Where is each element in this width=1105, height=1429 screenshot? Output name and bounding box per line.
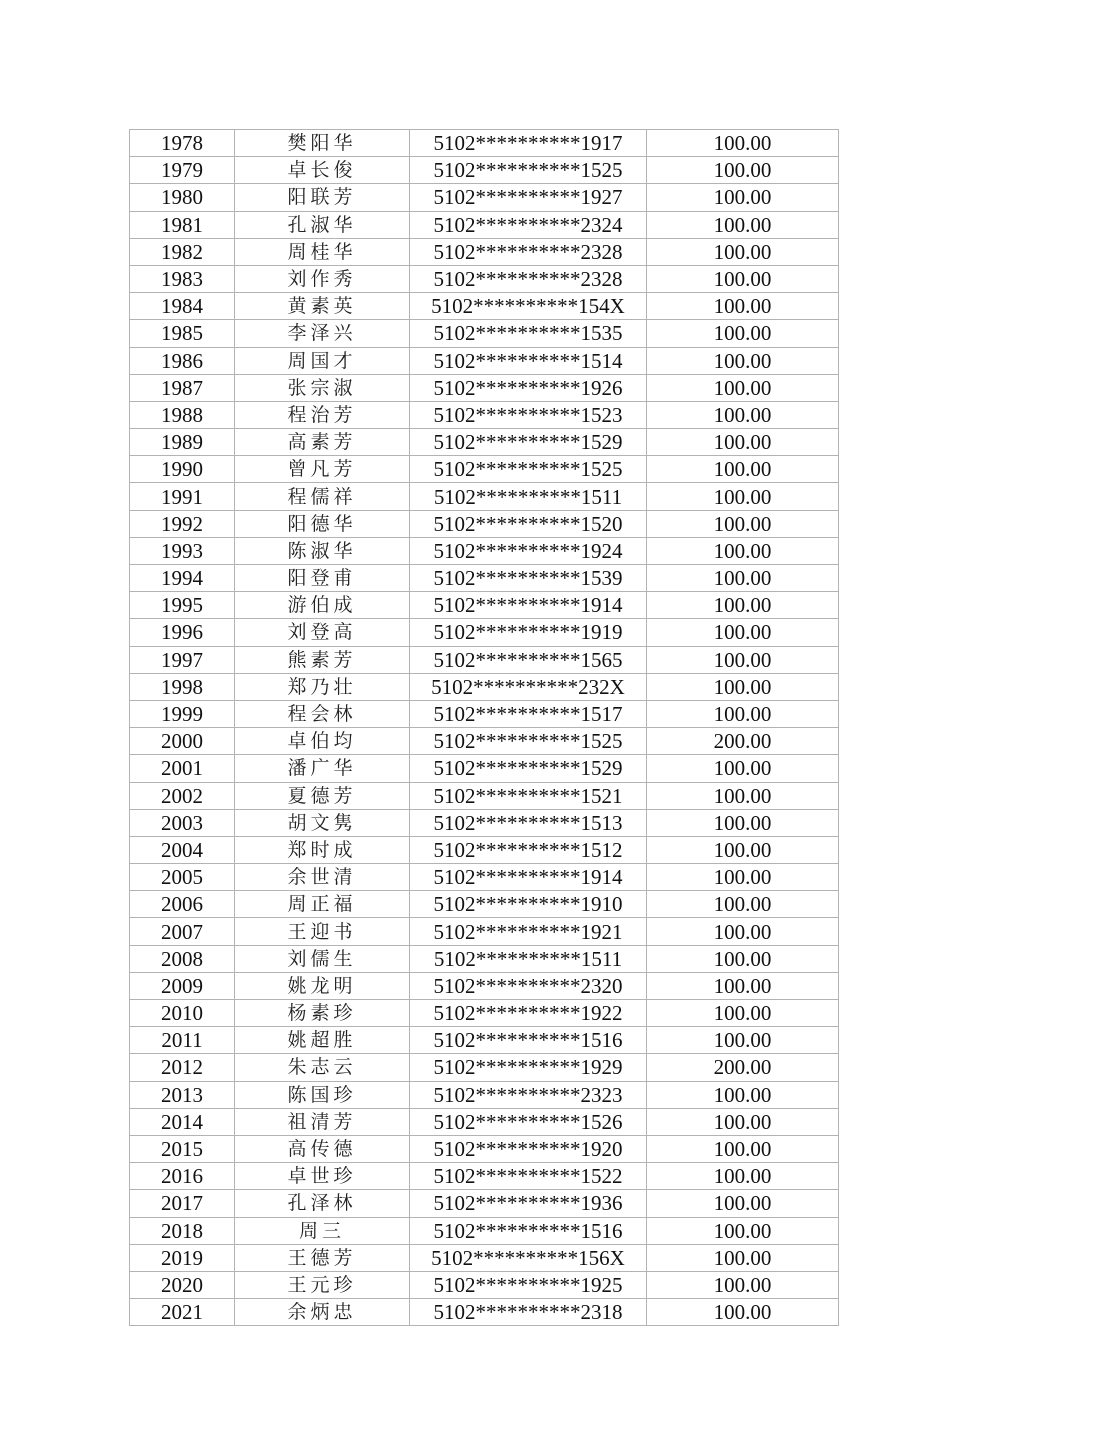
- name-cell: 刘作秀: [235, 265, 410, 292]
- id-number-cell: 5102**********2318: [410, 1299, 647, 1326]
- table-row: [130, 755, 839, 782]
- id-number-cell: 5102**********1521: [410, 782, 647, 809]
- table-row: [130, 619, 839, 646]
- amount-cell: 100.00: [647, 1244, 839, 1271]
- row-number-cell: 1978: [130, 130, 235, 157]
- amount-cell: 200.00: [647, 1054, 839, 1081]
- id-number-cell: 5102**********1516: [410, 1217, 647, 1244]
- name-cell: 姚超胜: [235, 1027, 410, 1054]
- row-number-cell: 2013: [130, 1081, 235, 1108]
- amount-cell: 100.00: [647, 972, 839, 999]
- table-row: [130, 1108, 839, 1135]
- id-number-cell: 5102**********1925: [410, 1271, 647, 1298]
- amount-cell: 200.00: [647, 728, 839, 755]
- table-row: [130, 265, 839, 292]
- name-cell: 胡文隽: [235, 809, 410, 836]
- id-number-cell: 5102**********2323: [410, 1081, 647, 1108]
- table-row: [130, 429, 839, 456]
- name-cell: 孔泽林: [235, 1190, 410, 1217]
- row-number-cell: 2007: [130, 918, 235, 945]
- id-number-cell: 5102**********1535: [410, 320, 647, 347]
- amount-cell: 100.00: [647, 184, 839, 211]
- id-number-cell: 5102**********1921: [410, 918, 647, 945]
- id-number-cell: 5102**********1929: [410, 1054, 647, 1081]
- row-number-cell: 1980: [130, 184, 235, 211]
- id-number-cell: 5102**********1914: [410, 592, 647, 619]
- id-number-cell: 5102**********1516: [410, 1027, 647, 1054]
- amount-cell: 100.00: [647, 646, 839, 673]
- amount-cell: 100.00: [647, 1108, 839, 1135]
- id-number-cell: 5102**********154X: [410, 293, 647, 320]
- id-number-cell: 5102**********1514: [410, 347, 647, 374]
- row-number-cell: 2015: [130, 1135, 235, 1162]
- id-number-cell: 5102**********1936: [410, 1190, 647, 1217]
- row-number-cell: 1995: [130, 592, 235, 619]
- table-row: [130, 592, 839, 619]
- table-row: [130, 510, 839, 537]
- id-number-cell: 5102**********1525: [410, 456, 647, 483]
- row-number-cell: 1990: [130, 456, 235, 483]
- row-number-cell: 1988: [130, 401, 235, 428]
- row-number-cell: 1998: [130, 673, 235, 700]
- table-row: [130, 456, 839, 483]
- name-cell: 王元珍: [235, 1271, 410, 1298]
- row-number-cell: 1985: [130, 320, 235, 347]
- row-number-cell: 2019: [130, 1244, 235, 1271]
- amount-cell: 100.00: [647, 1217, 839, 1244]
- row-number-cell: 2000: [130, 728, 235, 755]
- row-number-cell: 2017: [130, 1190, 235, 1217]
- id-number-cell: 5102**********1924: [410, 537, 647, 564]
- amount-cell: 100.00: [647, 782, 839, 809]
- id-number-cell: 5102**********2320: [410, 972, 647, 999]
- name-cell: 游伯成: [235, 592, 410, 619]
- amount-cell: 100.00: [647, 510, 839, 537]
- amount-cell: 100.00: [647, 700, 839, 727]
- id-number-cell: 5102**********1523: [410, 401, 647, 428]
- row-number-cell: 1983: [130, 265, 235, 292]
- amount-cell: 100.00: [647, 401, 839, 428]
- id-number-cell: 5102**********1529: [410, 755, 647, 782]
- table-row: [130, 184, 839, 211]
- amount-cell: 100.00: [647, 1000, 839, 1027]
- name-cell: 卓世珍: [235, 1163, 410, 1190]
- id-number-cell: 5102**********1927: [410, 184, 647, 211]
- table-row: [130, 238, 839, 265]
- amount-cell: 100.00: [647, 1299, 839, 1326]
- row-number-cell: 2018: [130, 1217, 235, 1244]
- name-cell: 周正福: [235, 891, 410, 918]
- amount-cell: 100.00: [647, 945, 839, 972]
- amount-cell: 100.00: [647, 265, 839, 292]
- id-number-cell: 5102**********1511: [410, 483, 647, 510]
- table-row: [130, 1217, 839, 1244]
- table-row: [130, 972, 839, 999]
- id-number-cell: 5102**********2328: [410, 238, 647, 265]
- amount-cell: 100.00: [647, 1027, 839, 1054]
- row-number-cell: 2014: [130, 1108, 235, 1135]
- row-number-cell: 1997: [130, 646, 235, 673]
- table-row: [130, 646, 839, 673]
- table-row: [130, 537, 839, 564]
- id-number-cell: 5102**********1922: [410, 1000, 647, 1027]
- amount-cell: 100.00: [647, 1135, 839, 1162]
- amount-cell: 100.00: [647, 864, 839, 891]
- table-row: [130, 836, 839, 863]
- table-row: [130, 211, 839, 238]
- table-row: [130, 320, 839, 347]
- table-row: [130, 1163, 839, 1190]
- table-row: [130, 782, 839, 809]
- table-row: [130, 864, 839, 891]
- name-cell: 樊阳华: [235, 130, 410, 157]
- row-number-cell: 1993: [130, 537, 235, 564]
- table-row: [130, 1000, 839, 1027]
- name-cell: 阳联芳: [235, 184, 410, 211]
- table-row: [130, 809, 839, 836]
- amount-cell: 100.00: [647, 347, 839, 374]
- row-number-cell: 2001: [130, 755, 235, 782]
- name-cell: 周三: [235, 1217, 410, 1244]
- id-number-cell: 5102**********1926: [410, 374, 647, 401]
- id-number-cell: 5102**********1910: [410, 891, 647, 918]
- id-number-cell: 5102**********2328: [410, 265, 647, 292]
- amount-cell: 100.00: [647, 891, 839, 918]
- amount-cell: 100.00: [647, 130, 839, 157]
- name-cell: 陈国珍: [235, 1081, 410, 1108]
- row-number-cell: 2012: [130, 1054, 235, 1081]
- name-cell: 祖清芳: [235, 1108, 410, 1135]
- row-number-cell: 1987: [130, 374, 235, 401]
- table-row: [130, 1027, 839, 1054]
- table-row: [130, 157, 839, 184]
- id-number-cell: 5102**********1525: [410, 157, 647, 184]
- id-number-cell: 5102**********1520: [410, 510, 647, 537]
- table-row: [130, 700, 839, 727]
- id-number-cell: 5102**********1513: [410, 809, 647, 836]
- row-number-cell: 2003: [130, 809, 235, 836]
- table-row: [130, 918, 839, 945]
- name-cell: 郑时成: [235, 836, 410, 863]
- row-number-cell: 1994: [130, 565, 235, 592]
- id-number-cell: 5102**********1919: [410, 619, 647, 646]
- amount-cell: 100.00: [647, 918, 839, 945]
- name-cell: 高素芳: [235, 429, 410, 456]
- row-number-cell: 1992: [130, 510, 235, 537]
- name-cell: 黄素英: [235, 293, 410, 320]
- row-number-cell: 2005: [130, 864, 235, 891]
- name-cell: 孔淑华: [235, 211, 410, 238]
- name-cell: 刘儒生: [235, 945, 410, 972]
- name-cell: 杨素珍: [235, 1000, 410, 1027]
- amount-cell: 100.00: [647, 320, 839, 347]
- name-cell: 姚龙明: [235, 972, 410, 999]
- table-row: [130, 565, 839, 592]
- id-number-cell: 5102**********1522: [410, 1163, 647, 1190]
- amount-cell: 100.00: [647, 483, 839, 510]
- row-number-cell: 2020: [130, 1271, 235, 1298]
- row-number-cell: 1979: [130, 157, 235, 184]
- table-row: [130, 1081, 839, 1108]
- name-cell: 刘登高: [235, 619, 410, 646]
- amount-cell: 100.00: [647, 374, 839, 401]
- table-row: [130, 1135, 839, 1162]
- table-row: [130, 1299, 839, 1326]
- name-cell: 王迎书: [235, 918, 410, 945]
- id-number-cell: 5102**********232X: [410, 673, 647, 700]
- id-number-cell: 5102**********1512: [410, 836, 647, 863]
- table-row: [130, 891, 839, 918]
- amount-cell: 100.00: [647, 1081, 839, 1108]
- name-cell: 李泽兴: [235, 320, 410, 347]
- row-number-cell: 1982: [130, 238, 235, 265]
- name-cell: 程治芳: [235, 401, 410, 428]
- amount-cell: 100.00: [647, 429, 839, 456]
- row-number-cell: 2006: [130, 891, 235, 918]
- name-cell: 王德芳: [235, 1244, 410, 1271]
- id-number-cell: 5102**********1917: [410, 130, 647, 157]
- id-number-cell: 5102**********1517: [410, 700, 647, 727]
- row-number-cell: 2004: [130, 836, 235, 863]
- table-row: [130, 483, 839, 510]
- table-row: [130, 130, 839, 157]
- id-number-cell: 5102**********1565: [410, 646, 647, 673]
- id-number-cell: 5102**********2324: [410, 211, 647, 238]
- row-number-cell: 2002: [130, 782, 235, 809]
- row-number-cell: 1984: [130, 293, 235, 320]
- amount-cell: 100.00: [647, 1190, 839, 1217]
- amount-cell: 100.00: [647, 238, 839, 265]
- id-number-cell: 5102**********1529: [410, 429, 647, 456]
- table-row: [130, 1190, 839, 1217]
- row-number-cell: 2009: [130, 972, 235, 999]
- amount-cell: 100.00: [647, 456, 839, 483]
- row-number-cell: 2016: [130, 1163, 235, 1190]
- row-number-cell: 1991: [130, 483, 235, 510]
- table-row: [130, 347, 839, 374]
- amount-cell: 100.00: [647, 537, 839, 564]
- name-cell: 周国才: [235, 347, 410, 374]
- row-number-cell: 1999: [130, 700, 235, 727]
- name-cell: 高传德: [235, 1135, 410, 1162]
- id-number-cell: 5102**********156X: [410, 1244, 647, 1271]
- amount-cell: 100.00: [647, 211, 839, 238]
- table-row: [130, 401, 839, 428]
- row-number-cell: 1989: [130, 429, 235, 456]
- row-number-cell: 2008: [130, 945, 235, 972]
- table-row: [130, 374, 839, 401]
- amount-cell: 100.00: [647, 673, 839, 700]
- table-row: [130, 945, 839, 972]
- amount-cell: 100.00: [647, 293, 839, 320]
- table-row: [130, 1271, 839, 1298]
- amount-cell: 100.00: [647, 619, 839, 646]
- amount-cell: 100.00: [647, 1271, 839, 1298]
- amount-cell: 100.00: [647, 809, 839, 836]
- name-cell: 卓伯均: [235, 728, 410, 755]
- table-row: [130, 293, 839, 320]
- row-number-cell: 1986: [130, 347, 235, 374]
- name-cell: 朱志云: [235, 1054, 410, 1081]
- name-cell: 程儒祥: [235, 483, 410, 510]
- name-cell: 夏德芳: [235, 782, 410, 809]
- name-cell: 阳登甫: [235, 565, 410, 592]
- name-cell: 熊素芳: [235, 646, 410, 673]
- records-table: [129, 129, 839, 1326]
- name-cell: 曾凡芳: [235, 456, 410, 483]
- row-number-cell: 1996: [130, 619, 235, 646]
- name-cell: 郑乃壮: [235, 673, 410, 700]
- name-cell: 阳德华: [235, 510, 410, 537]
- id-number-cell: 5102**********1914: [410, 864, 647, 891]
- records-table-body: [130, 130, 839, 1326]
- name-cell: 潘广华: [235, 755, 410, 782]
- name-cell: 张宗淑: [235, 374, 410, 401]
- name-cell: 余世清: [235, 864, 410, 891]
- row-number-cell: 2010: [130, 1000, 235, 1027]
- table-row: [130, 1244, 839, 1271]
- amount-cell: 100.00: [647, 592, 839, 619]
- name-cell: 程会林: [235, 700, 410, 727]
- amount-cell: 100.00: [647, 157, 839, 184]
- amount-cell: 100.00: [647, 565, 839, 592]
- amount-cell: 100.00: [647, 755, 839, 782]
- id-number-cell: 5102**********1526: [410, 1108, 647, 1135]
- row-number-cell: 1981: [130, 211, 235, 238]
- name-cell: 陈淑华: [235, 537, 410, 564]
- id-number-cell: 5102**********1539: [410, 565, 647, 592]
- name-cell: 卓长俊: [235, 157, 410, 184]
- id-number-cell: 5102**********1511: [410, 945, 647, 972]
- table-row: [130, 728, 839, 755]
- table-row: [130, 673, 839, 700]
- row-number-cell: 2011: [130, 1027, 235, 1054]
- table-row: [130, 1054, 839, 1081]
- amount-cell: 100.00: [647, 836, 839, 863]
- name-cell: 余炳忠: [235, 1299, 410, 1326]
- row-number-cell: 2021: [130, 1299, 235, 1326]
- id-number-cell: 5102**********1525: [410, 728, 647, 755]
- name-cell: 周桂华: [235, 238, 410, 265]
- id-number-cell: 5102**********1920: [410, 1135, 647, 1162]
- amount-cell: 100.00: [647, 1163, 839, 1190]
